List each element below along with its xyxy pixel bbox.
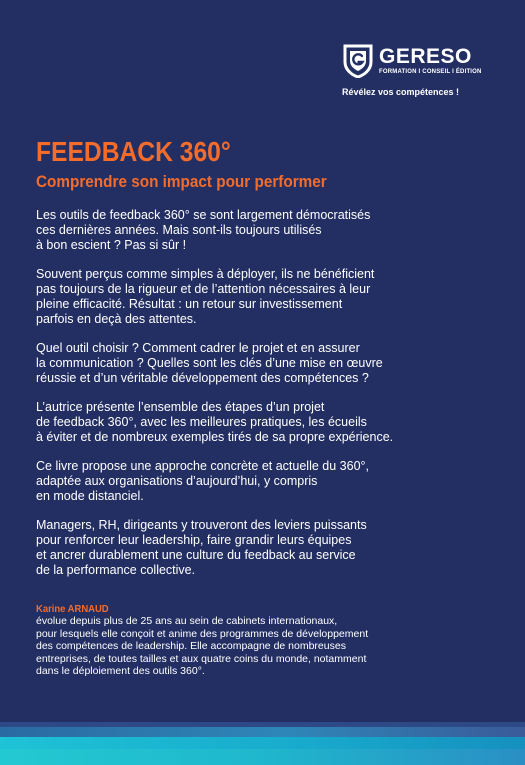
text-line: à bon escient ? Pas si sûr ! (36, 238, 187, 252)
decorative-band (0, 727, 525, 737)
paragraph-2 (36, 267, 406, 327)
text-line: pleine efficacité. Résultat : un retour sur investissement (36, 297, 343, 311)
author-section (36, 603, 436, 678)
text-line: ces dernières années. Mais sont-ils toujours utilisés (36, 223, 322, 237)
text-line: à éviter et de nombreux exemples tirés de sa propre expérience. (36, 430, 394, 444)
text-line: Les outils de feedback 360° se sont largement démocratisés (36, 208, 371, 222)
description-body (36, 208, 406, 592)
paragraph-4 (36, 400, 406, 445)
text-line: Souvent perçus comme simples à déployer, ils ne bénéficient (36, 267, 375, 281)
text-line: Quel outil choisir ? Comment cadrer le projet et en assurer (36, 341, 360, 355)
text-line: adaptée aux organisations d’aujourd’hui, y compris (36, 474, 318, 488)
author-bio (36, 615, 436, 678)
paragraph-1 (36, 208, 406, 253)
decorative-band (0, 737, 525, 749)
text-line: la communication ? Quelles sont les clés d’une mise en œuvre (36, 356, 383, 370)
author-name: Karine ARNAUD (36, 603, 109, 615)
bio-line: entreprises, de toutes tailles et aux quatre coins du monde, notamment (36, 652, 367, 665)
brand-name: GERESO (379, 45, 472, 68)
brand-tagline: Révélez vos compétences ! (342, 87, 460, 97)
decorative-band (0, 749, 525, 765)
text-line: L’autrice présente l’ensemble des étapes d’un projet (36, 400, 325, 414)
text-line: en mode distanciel. (36, 489, 144, 503)
bio-line: pour lesquels elle conçoit et anime des programmes de développement (36, 627, 369, 640)
text-line: Managers, RH, dirigeants y trouveront des leviers puissants (36, 518, 367, 532)
text-line: parfois en deçà des attentes. (36, 312, 197, 326)
bio-line: évolue depuis plus de 25 ans au sein de cabinets internationaux, (36, 615, 338, 627)
book-subtitle: Comprendre son impact pour performer (36, 172, 327, 191)
shield-g-icon (342, 44, 374, 78)
text-line: et ancrer durablement une culture du feedback au service (36, 548, 356, 562)
text-line: réussie et d’un véritable développement des compétences ? (36, 371, 369, 385)
text-line: de feedback 360°, avec les meilleures pratiques, les écueils (36, 415, 367, 429)
paragraph-3 (36, 341, 406, 386)
publisher-logo (342, 44, 492, 97)
logo-row (342, 44, 492, 78)
brand-stack (379, 46, 482, 76)
paragraph-5 (36, 459, 406, 504)
text-line: pas toujours de la rigueur et de l’attention nécessaires à leur (36, 282, 371, 296)
brand-subline: FORMATION I CONSEIL I ÉDITION (379, 69, 482, 75)
text-line: Ce livre propose une approche concrète et actuelle du 360°, (36, 459, 369, 473)
text-line: pour renforcer leur leadership, faire grandir leurs équipes (36, 533, 352, 547)
paragraph-6 (36, 518, 406, 578)
bio-line: dans le déploiement des outils 360°. (36, 665, 205, 677)
book-title: FEEDBACK 360° (36, 136, 231, 167)
bio-line: des compétences de leadership. Elle accompagne de nombreuses (36, 640, 346, 652)
text-line: de la performance collective. (36, 563, 196, 577)
